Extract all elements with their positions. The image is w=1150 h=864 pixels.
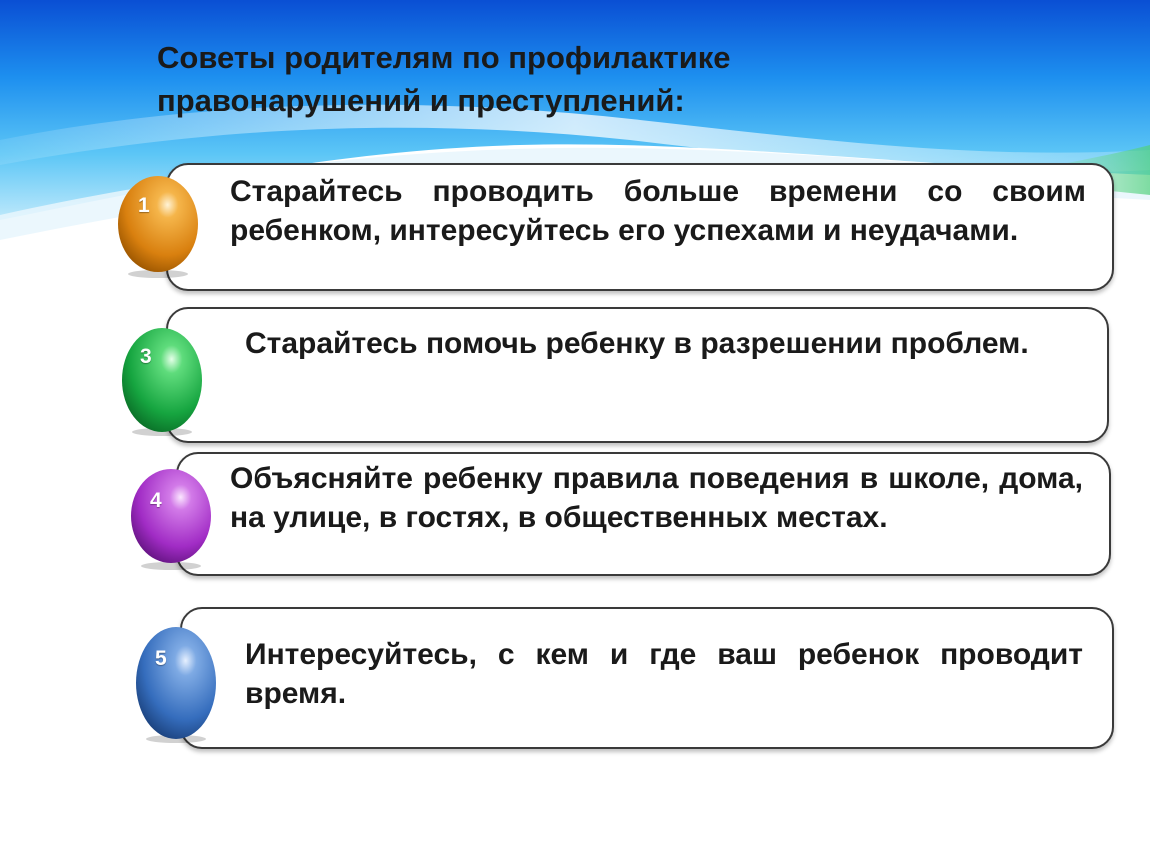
number-egg-1 (114, 176, 202, 280)
number-egg-3 (118, 326, 206, 438)
tip-number-4: 4 (150, 489, 162, 512)
page-title: Советы родителям по профилактике правонарушений и преступлений: (157, 40, 731, 118)
tip-text-4: Интересуйтесь, с кем и где ваш ребенок проводит время. (245, 638, 1083, 710)
number-egg-4 (127, 468, 215, 572)
tip-text-1: Старайтесь проводить больше времени со своим ребенком, интересуйтесь его успехами и неудачами. (230, 175, 1086, 247)
tip-text-3: Объясняйте ребенку правила поведения в школе, дома, на улице, в гостях, в общественных местах. (230, 462, 1083, 534)
tip-number-5: 5 (155, 647, 167, 670)
tip-number-1: 1 (138, 194, 150, 217)
number-egg-5 (130, 625, 222, 745)
tip-text-2: Старайтесь помочь ребенку в разрешении проблем. (245, 327, 1029, 360)
tip-number-3: 3 (140, 345, 152, 368)
